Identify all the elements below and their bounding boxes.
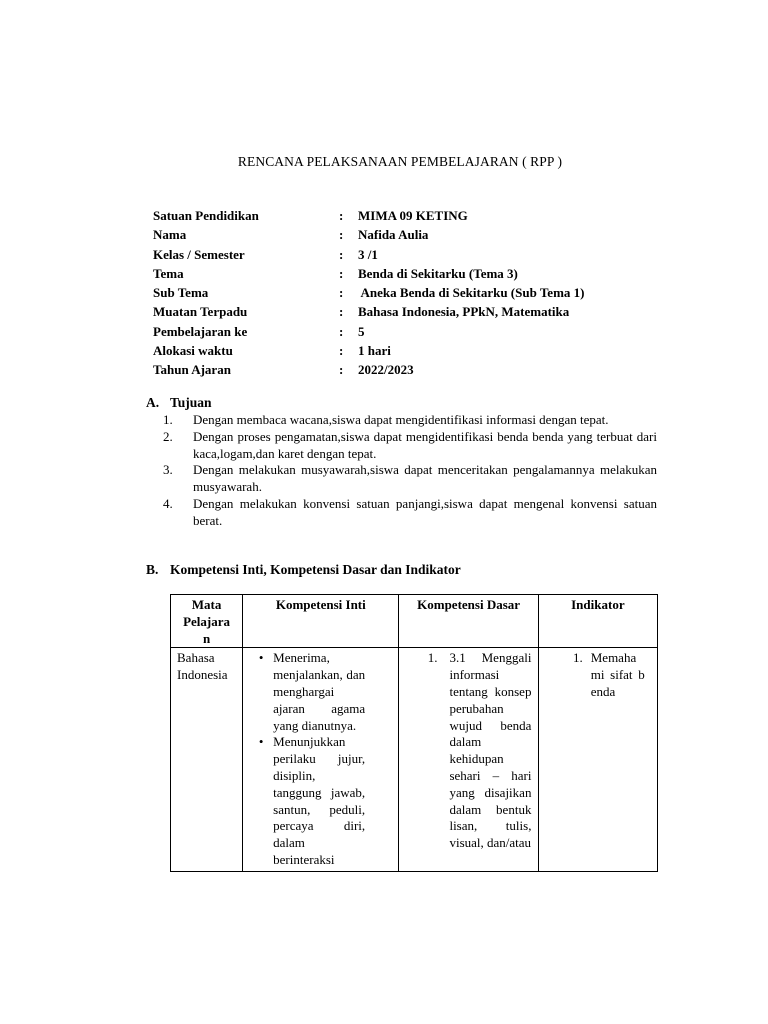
info-row-pembelajaran bbox=[153, 322, 584, 341]
kd-number: 1. bbox=[427, 650, 438, 666]
info-colon: : bbox=[339, 208, 344, 223]
info-label: Nama bbox=[153, 227, 187, 243]
cell-subject bbox=[171, 648, 243, 871]
item-text: Dengan proses pengamatan,siswa dapat mengidentifikasi benda benda yang terbuat dari kaca,logam,dan karet dengan tepat. bbox=[193, 428, 657, 461]
item-number: 2. bbox=[163, 428, 173, 444]
info-value: 5 bbox=[358, 323, 365, 339]
info-colon: : bbox=[339, 246, 344, 262]
page-title: RENCANA PELAKSANAAN PEMBELAJARAN ( RPP ) bbox=[237, 154, 563, 169]
cell-kd bbox=[399, 648, 538, 871]
info-label: Sub Tema bbox=[153, 285, 209, 301]
info-row-tahun bbox=[153, 360, 584, 379]
header-ki: Kompetensi Inti bbox=[243, 595, 399, 648]
header-subject bbox=[171, 595, 243, 648]
bullet-icon: • bbox=[258, 734, 264, 750]
info-value: MIMA 09 KETING bbox=[358, 208, 468, 223]
info-label: Satuan Pendidikan bbox=[153, 208, 259, 223]
section-title: Kompetensi Inti, Kompetensi Dasar dan Indikator bbox=[170, 562, 461, 577]
item-text: Dengan melakukan musyawarah,siswa dapat menceritakan pengalamannya melakukan musyawarah. bbox=[193, 462, 657, 495]
bullet-icon: • bbox=[258, 650, 264, 666]
cell-ki bbox=[243, 648, 399, 871]
list-item bbox=[163, 462, 657, 496]
table-header-row bbox=[171, 595, 658, 648]
info-row-nama bbox=[153, 225, 584, 244]
info-label: Pembelajaran ke bbox=[153, 323, 248, 339]
info-colon: : bbox=[339, 362, 344, 378]
section-a-heading bbox=[146, 395, 212, 411]
info-value: 1 hari bbox=[358, 343, 391, 359]
item-number: 3. bbox=[163, 462, 173, 478]
indicator-number: 1. bbox=[572, 650, 583, 666]
info-row-subtema bbox=[153, 283, 584, 302]
info-value: 3 /1 bbox=[358, 246, 378, 262]
competency-table bbox=[170, 594, 658, 872]
header-kd: Kompetensi Dasar bbox=[399, 595, 538, 648]
identity-block bbox=[153, 206, 584, 380]
info-colon: : bbox=[339, 323, 344, 339]
info-row-alokasi bbox=[153, 341, 584, 360]
section-letter: A. bbox=[146, 395, 160, 410]
goals-list bbox=[163, 412, 657, 530]
kd-text: 3.1 Menggali informasi tentang konsep perubahan wujud benda dalam kehidupan sehari – hari yang disajikan dalam bentuk lisan, tulis, visual, dan/atau bbox=[449, 650, 532, 851]
header-subject-text: Mata Pelajara n bbox=[183, 597, 231, 646]
item-number: 4. bbox=[163, 495, 173, 511]
info-colon: : bbox=[339, 343, 344, 359]
list-item bbox=[163, 496, 657, 530]
subject-text: Bahasa Indonesia bbox=[177, 650, 228, 683]
info-colon: : bbox=[339, 265, 344, 281]
info-row-kelas bbox=[153, 245, 584, 264]
header-indicator: Indikator bbox=[538, 595, 657, 648]
info-row-muatan bbox=[153, 302, 584, 321]
info-colon: : bbox=[339, 285, 344, 301]
list-item bbox=[249, 650, 398, 734]
info-row-tema bbox=[153, 264, 584, 283]
info-label: Tema bbox=[153, 265, 184, 281]
info-colon: : bbox=[339, 304, 344, 320]
table-row bbox=[171, 648, 658, 871]
info-label: Muatan Terpadu bbox=[153, 304, 248, 320]
info-label: Tahun Ajaran bbox=[153, 362, 231, 378]
info-label: Alokasi waktu bbox=[153, 343, 233, 359]
section-title: Tujuan bbox=[170, 395, 212, 410]
info-colon: : bbox=[339, 227, 344, 243]
info-value: Aneka Benda di Sekitarku (Sub Tema 1) bbox=[358, 285, 585, 301]
info-value: Bahasa Indonesia, PPkN, Matematika bbox=[358, 304, 570, 320]
section-b-heading bbox=[146, 562, 461, 578]
item-text: Dengan membaca wacana,siswa dapat mengidentifikasi informasi dengan tepat. bbox=[193, 412, 609, 427]
cell-indicator bbox=[538, 648, 657, 871]
ki-item-text: Menerima, menjalankan, dan menghargai ajaran agama yang dianutnya. bbox=[273, 650, 366, 733]
info-value: 2022/2023 bbox=[358, 362, 414, 378]
section-letter: B. bbox=[146, 562, 159, 577]
info-value: Benda di Sekitarku (Tema 3) bbox=[358, 265, 518, 281]
item-number: 1. bbox=[163, 412, 173, 427]
info-value: Nafida Aulia bbox=[358, 227, 429, 243]
info-row-satuan bbox=[153, 206, 584, 225]
item-text: Dengan melakukan konvensi satuan panjangi,siswa dapat mengenal konvensi satuan berat. bbox=[193, 495, 657, 528]
list-item bbox=[163, 429, 657, 463]
list-item bbox=[163, 412, 657, 429]
ki-item-text: Menunjukkan perilaku jujur, disiplin, tanggung jawab, santun, peduli, percaya diri, dalam berinteraksi bbox=[273, 734, 366, 867]
info-label: Kelas / Semester bbox=[153, 246, 245, 262]
indicator-text: Memahami sifat benda bbox=[590, 650, 645, 699]
list-item bbox=[249, 734, 398, 868]
